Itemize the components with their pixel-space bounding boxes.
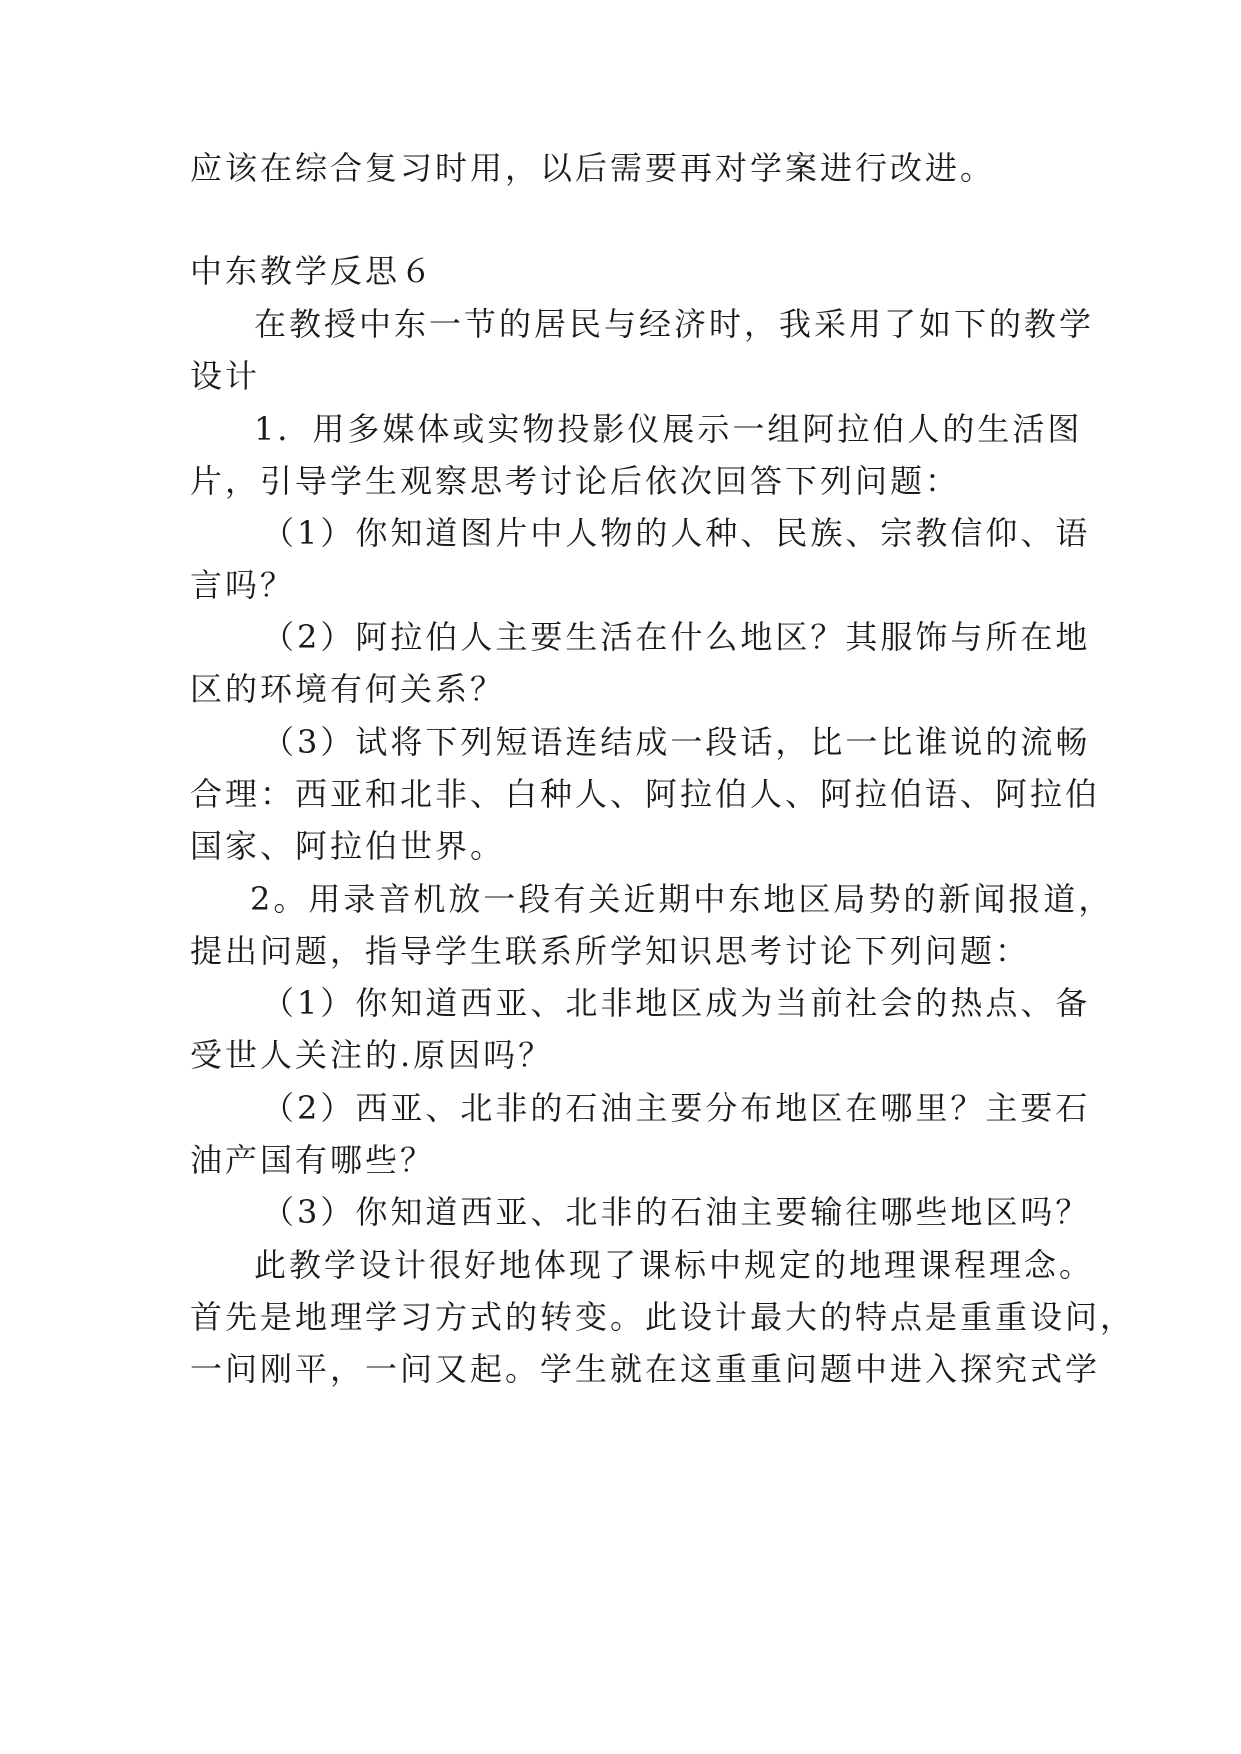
section-title: 中东教学反思６ bbox=[190, 252, 436, 290]
text-line: 受世人关注的.原因吗？ bbox=[190, 1036, 554, 1074]
text-line: 国家、阿拉伯世界。 bbox=[190, 827, 506, 865]
text-line: 油产国有哪些？ bbox=[190, 1141, 436, 1179]
text-line: （2）阿拉伯人主要生活在什么地区？其服饰与所在地 bbox=[262, 618, 1091, 656]
text-line: 一问刚平，一问又起。学生就在这重重问题中进入探究式学 bbox=[190, 1350, 1101, 1388]
text-line: 言吗？ bbox=[190, 566, 296, 604]
intro-line: 应该在综合复习时用，以后需要再对学案进行改进。 bbox=[190, 149, 996, 187]
text-line: （1）你知道西亚、北非地区成为当前社会的热点、备 bbox=[262, 984, 1091, 1022]
text-line: 1．用多媒体或实物投影仪展示一组阿拉伯人的生活图 bbox=[254, 410, 1083, 448]
text-line: 首先是地理学习方式的转变。此设计最大的特点是重重设问， bbox=[190, 1298, 1136, 1336]
text-line: （3）你知道西亚、北非的石油主要输往哪些地区吗？ bbox=[262, 1193, 1091, 1231]
text-line: 在教授中东一节的居民与经济时，我采用了如下的教学 bbox=[254, 305, 1095, 343]
text-line: 片，引导学生观察思考讨论后依次回答下列问题： bbox=[190, 462, 961, 500]
text-line: （1）你知道图片中人物的人种、民族、宗教信仰、语 bbox=[262, 514, 1091, 552]
text-line: 提出问题，指导学生联系所学知识思考讨论下列问题： bbox=[190, 932, 1031, 970]
text-line: 设计 bbox=[190, 357, 261, 395]
text-line: （2）西亚、北非的石油主要分布地区在哪里？主要石 bbox=[262, 1089, 1091, 1127]
text-line: （3）试将下列短语连结成一段话，比一比谁说的流畅 bbox=[262, 723, 1091, 761]
text-line: 此教学设计很好地体现了课标中规定的地理课程理念。 bbox=[254, 1246, 1095, 1284]
text-line: 2。用录音机放一段有关近期中东地区局势的新闻报道， bbox=[250, 880, 1114, 918]
text-line: 区的环境有何关系？ bbox=[190, 670, 506, 708]
text-line: 合理：西亚和北非、白种人、阿拉伯人、阿拉伯语、阿拉伯 bbox=[190, 775, 1101, 813]
